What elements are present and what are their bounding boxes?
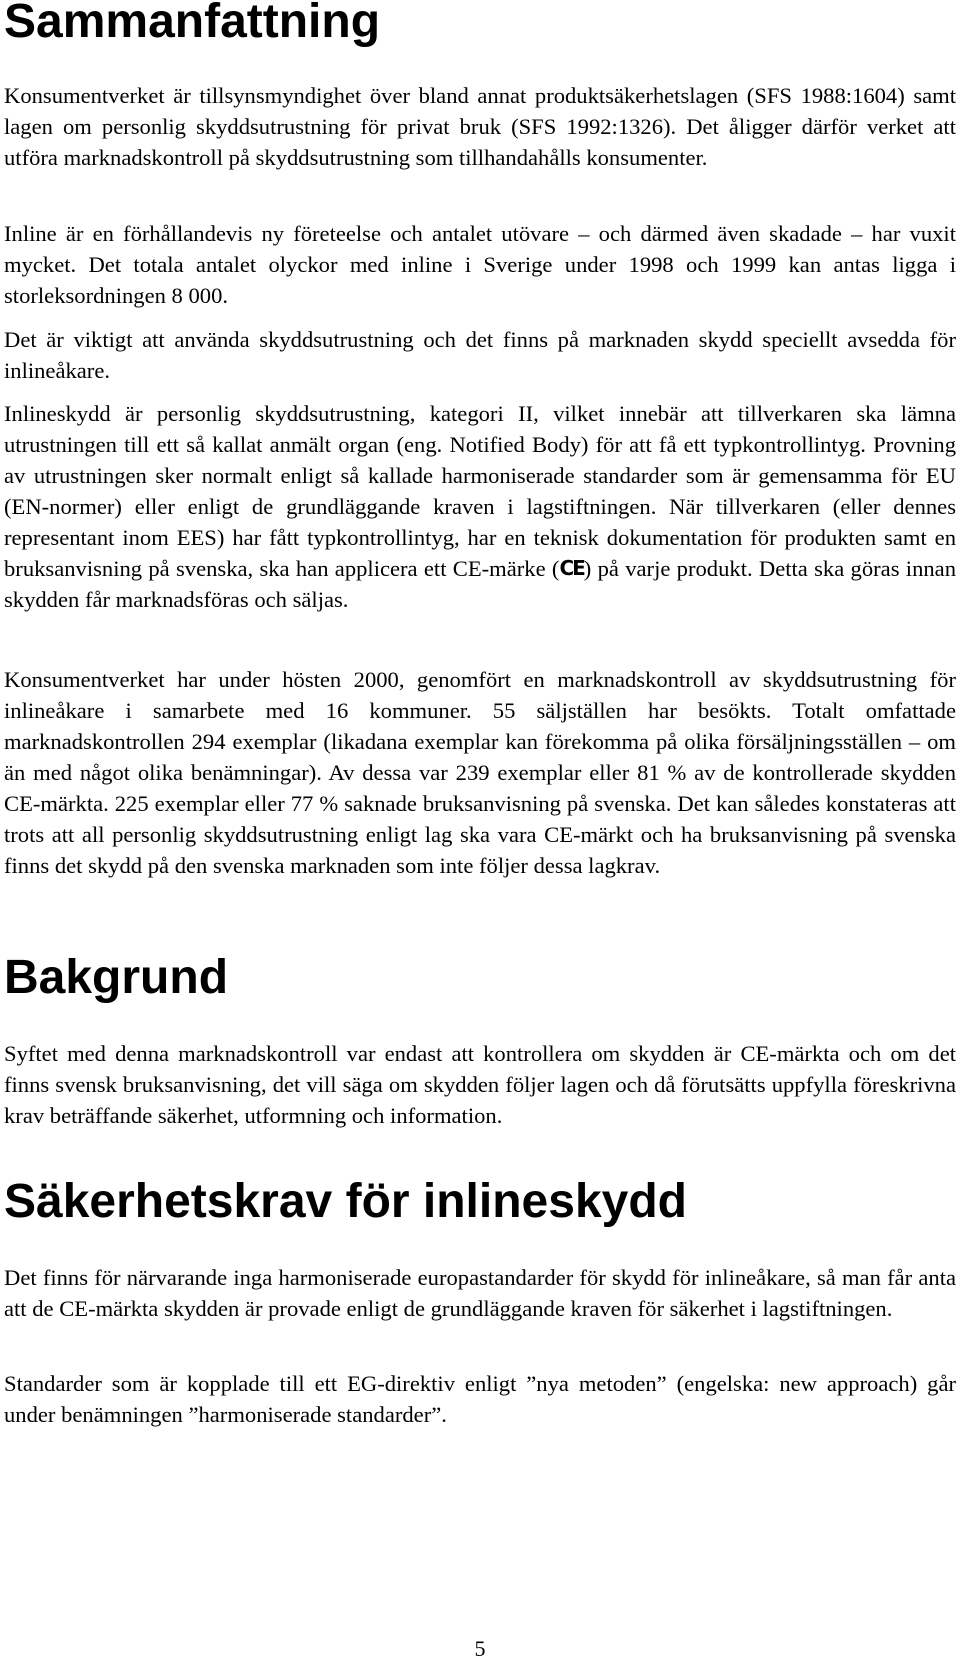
heading-sakerhetskrav: Säkerhetskrav för inlineskydd: [4, 1175, 687, 1228]
paragraph-no-standards: Det finns för närvarande inga harmoniserade europastandarder för skydd för inlineåkare, så man får anta att de CE-märkta skydden är provade enligt de grundläggande kraven för säkerhet i lagstiftningen.: [4, 1265, 956, 1321]
heading-sammanfattning: Sammanfattning: [4, 0, 381, 48]
paragraph-market-control-results: Konsumentverket har under hösten 2000, genomfört en marknadskontroll av skyddsutrustning för inlineåkare i samarbete med 16 kommuner. 55 säljställen har besökts. Totalt omfattade marknadskontrollen 294 exemplar (likadana exemplar kan förekomma på olika försäljningsställen – om än med något olika benämningar). Av dessa var 239 exemplar eller 81 % av de kontrollerade skydden CE-märkta. 225 exemplar eller 77 % saknade bruksanvisning på svenska. Det kan således konstateras att trots att all personlig skyddsutrustning enligt lag ska vara CE-märkt och ha bruksanvisning på svenska finns det skydd på den svenska marknaden som inte följer dessa lagkrav.: [4, 667, 956, 878]
ce-mark-icon: CE: [559, 556, 584, 580]
paragraph-harmonised-standards: Standarder som är kopplade till ett EG-direktiv enligt ”nya metoden” (engelska: new approach) går under benämningen ”harmoniserade standarder”.: [4, 1371, 956, 1427]
paragraph-purpose: Syftet med denna marknadskontroll var endast att kontrollera om skydden är CE-märkta och om det finns svensk bruksanvisning, det vill säga om skydden följer lagen och då förutsätts uppfylla föreskrivna krav beträffande säkerhet, utformning och information.: [4, 1041, 956, 1128]
page-number: 5: [474, 1636, 486, 1661]
paragraph-authority: Konsumentverket är tillsynsmyndighet över bland annat produktsäkerhetslagen (SFS 1988:1604) samt lagen om personlig skyddsutrustning för privat bruk (SFS 1992:1326). Det åligger därför verket att utföra marknadskontroll på skyddsutrustning som tillhandahålls konsumenter.: [4, 83, 956, 170]
paragraph-category-ii-text-before: Inlineskydd är personlig skyddsutrustning, kategori II, vilket innebär att tillverkaren ska lämna utrustningen till ett så kallat anmält organ (eng. Notified Body) för att få ett typkontrollintyg. Provning av utrustningen sker normalt enligt så kallade harmoniserade standarder som är gemensamma för EU (EN-normer) eller enligt de grundläggande kraven i lagstiftningen. När tillverkaren (eller dennes representant inom EES) har fått typkontrollintyg, har en teknisk dokumentation för produkten samt en bruksanvisning på svenska, ska han applicera ett CE-märke (: [4, 401, 956, 581]
paragraph-category-ii-text-after: ) på varje produkt. Detta ska göras innan skydden får marknadsföras och säljas.: [4, 556, 956, 612]
heading-bakgrund: Bakgrund: [4, 951, 229, 1004]
paragraph-category-ii: [4, 398, 956, 615]
paragraph-protection-importance: Det är viktigt att använda skyddsutrustning och det finns på marknaden skydd speciellt avsedda för inlineåkare.: [4, 327, 956, 383]
paragraph-inline-growth: Inline är en förhållandevis ny företeelse och antalet utövare – och därmed även skadade – har vuxit mycket. Det totala antalet olyckor med inline i Sverige under 1998 och 1999 kan antas ligga i storleksordningen 8 000.: [4, 221, 956, 308]
